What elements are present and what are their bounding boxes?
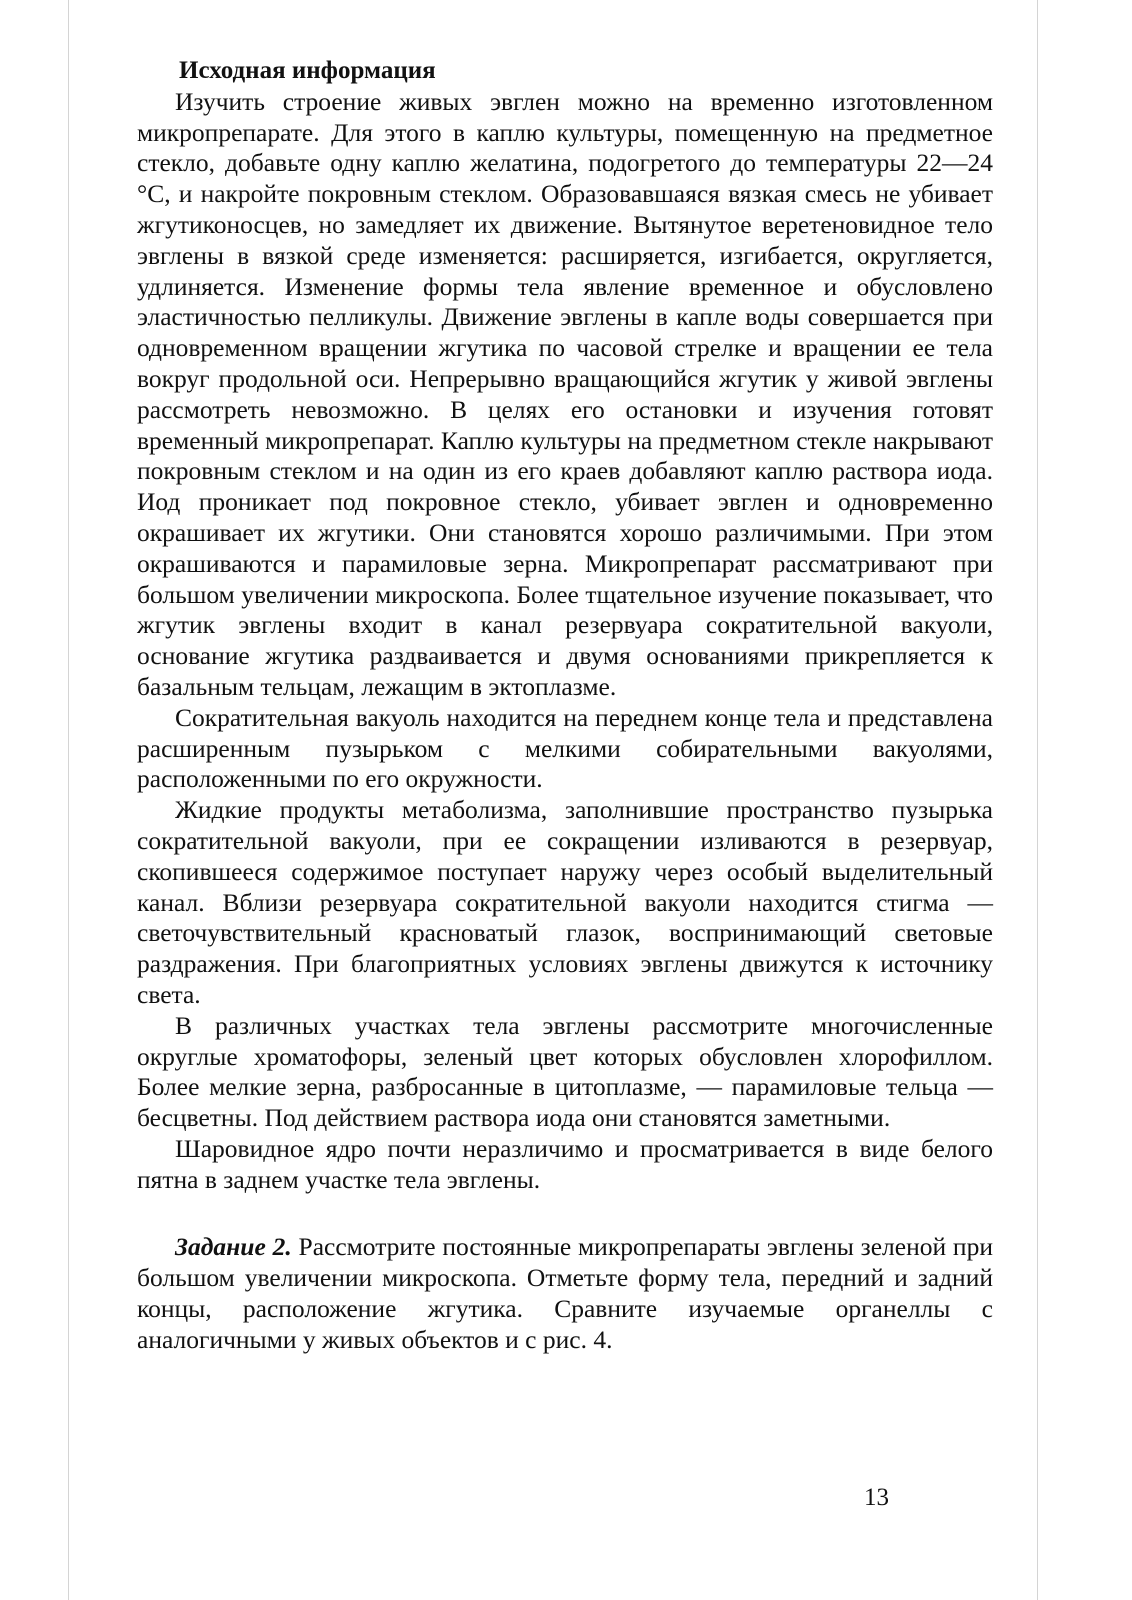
task-label: Задание 2. [175, 1232, 292, 1262]
paragraph-4: В различных участках тела эвглены рассмотрите многочисленные округлые хроматофоры, зеленый цвет которых обусловлен хлорофиллом. Более мелкие зерна, разбросанные в цитоплазме, — парамиловые тельца — бесцветны. Под действием раствора иода они становятся заметными. [137, 1010, 993, 1133]
page-number: 13 [864, 1484, 889, 1511]
task-paragraph [137, 1232, 993, 1355]
paragraph-5: Шаровидное ядро почти неразличимо и просматривается в виде белого пятна в заднем участке тела эвглены. [137, 1133, 993, 1194]
paragraph-1: Изучить строение живых эвглен можно на временно изготовленном микропрепарате. Для этого в каплю культуры, помещенную на предметное стекло, добавьте одну каплю желатина, подогретого до температуры 22—24 °С, и накройте покровным стеклом. Образовавшаяся вязкая смесь не убивает жгутиконосцев, но замедляет их движение. Вытянутое веретеновидное тело эвглены в вязкой среде изменяется: расширяется, изгибается, округляется, удлиняется. Изменение формы тела явление временное и обусловлено эластичностью пелликулы. Движение эвглены в капле воды совершается при одновременном вращении жгутика по часовой стрелке и вращении ее тела вокруг продольной оси. Непрерывно вращающийся жгутик у живой эвглены рассмотреть невозможно. В целях его остановки и изучения готовят временный микропрепарат. Каплю культуры на предметном стекле накрывают покровным стеклом и на один из его краев добавляют каплю раствора иода. Иод проникает под покровное стекло, убивает эвглен и одновременно окрашивает их жгутики. Они становятся хорошо различимыми. При этом окрашиваются и парамиловые зерна. Микропрепарат рассматривают при большом увеличении микроскопа. Более тщательное изучение показывает, что жгутик эвглены входит в канал резервуара сократительной вакуоли, основание жгутика раздваивается и двумя основаниями прикрепляется к базальным тельцам, лежащим в эктоплазме. [137, 86, 993, 701]
section-heading: Исходная информация [179, 57, 436, 84]
page-body [137, 56, 993, 1356]
page-sheet [68, 0, 1038, 1600]
paragraph-2: Сократительная вакуоль находится на переднем конце тела и представлена расширенным пузырьком с мелкими собирательными вакуолями, расположенными по его окружности. [137, 702, 993, 794]
task-text: Рассмотрите постоянные микропрепараты эвглены зеленой при большом увеличении микроскопа. Отметьте форму тела, передний и задний концы, расположение жгутика. Сравните изучаемые органеллы с аналогичными у живых объектов и с рис. 4. [137, 1232, 993, 1354]
paragraph-3: Жидкие продукты метаболизма, заполнившие пространство пузырька сократительной вакуоли, при ее сокращении изливаются в резервуар, скопившееся содержимое поступает наружу через особый выделительный канал. Вблизи резервуара сократительной вакуоли находится стигма — светочувствительный красноватый глазок, воспринимающий световые раздражения. При благоприятных условиях эвглены движутся к источнику света. [137, 795, 993, 1009]
